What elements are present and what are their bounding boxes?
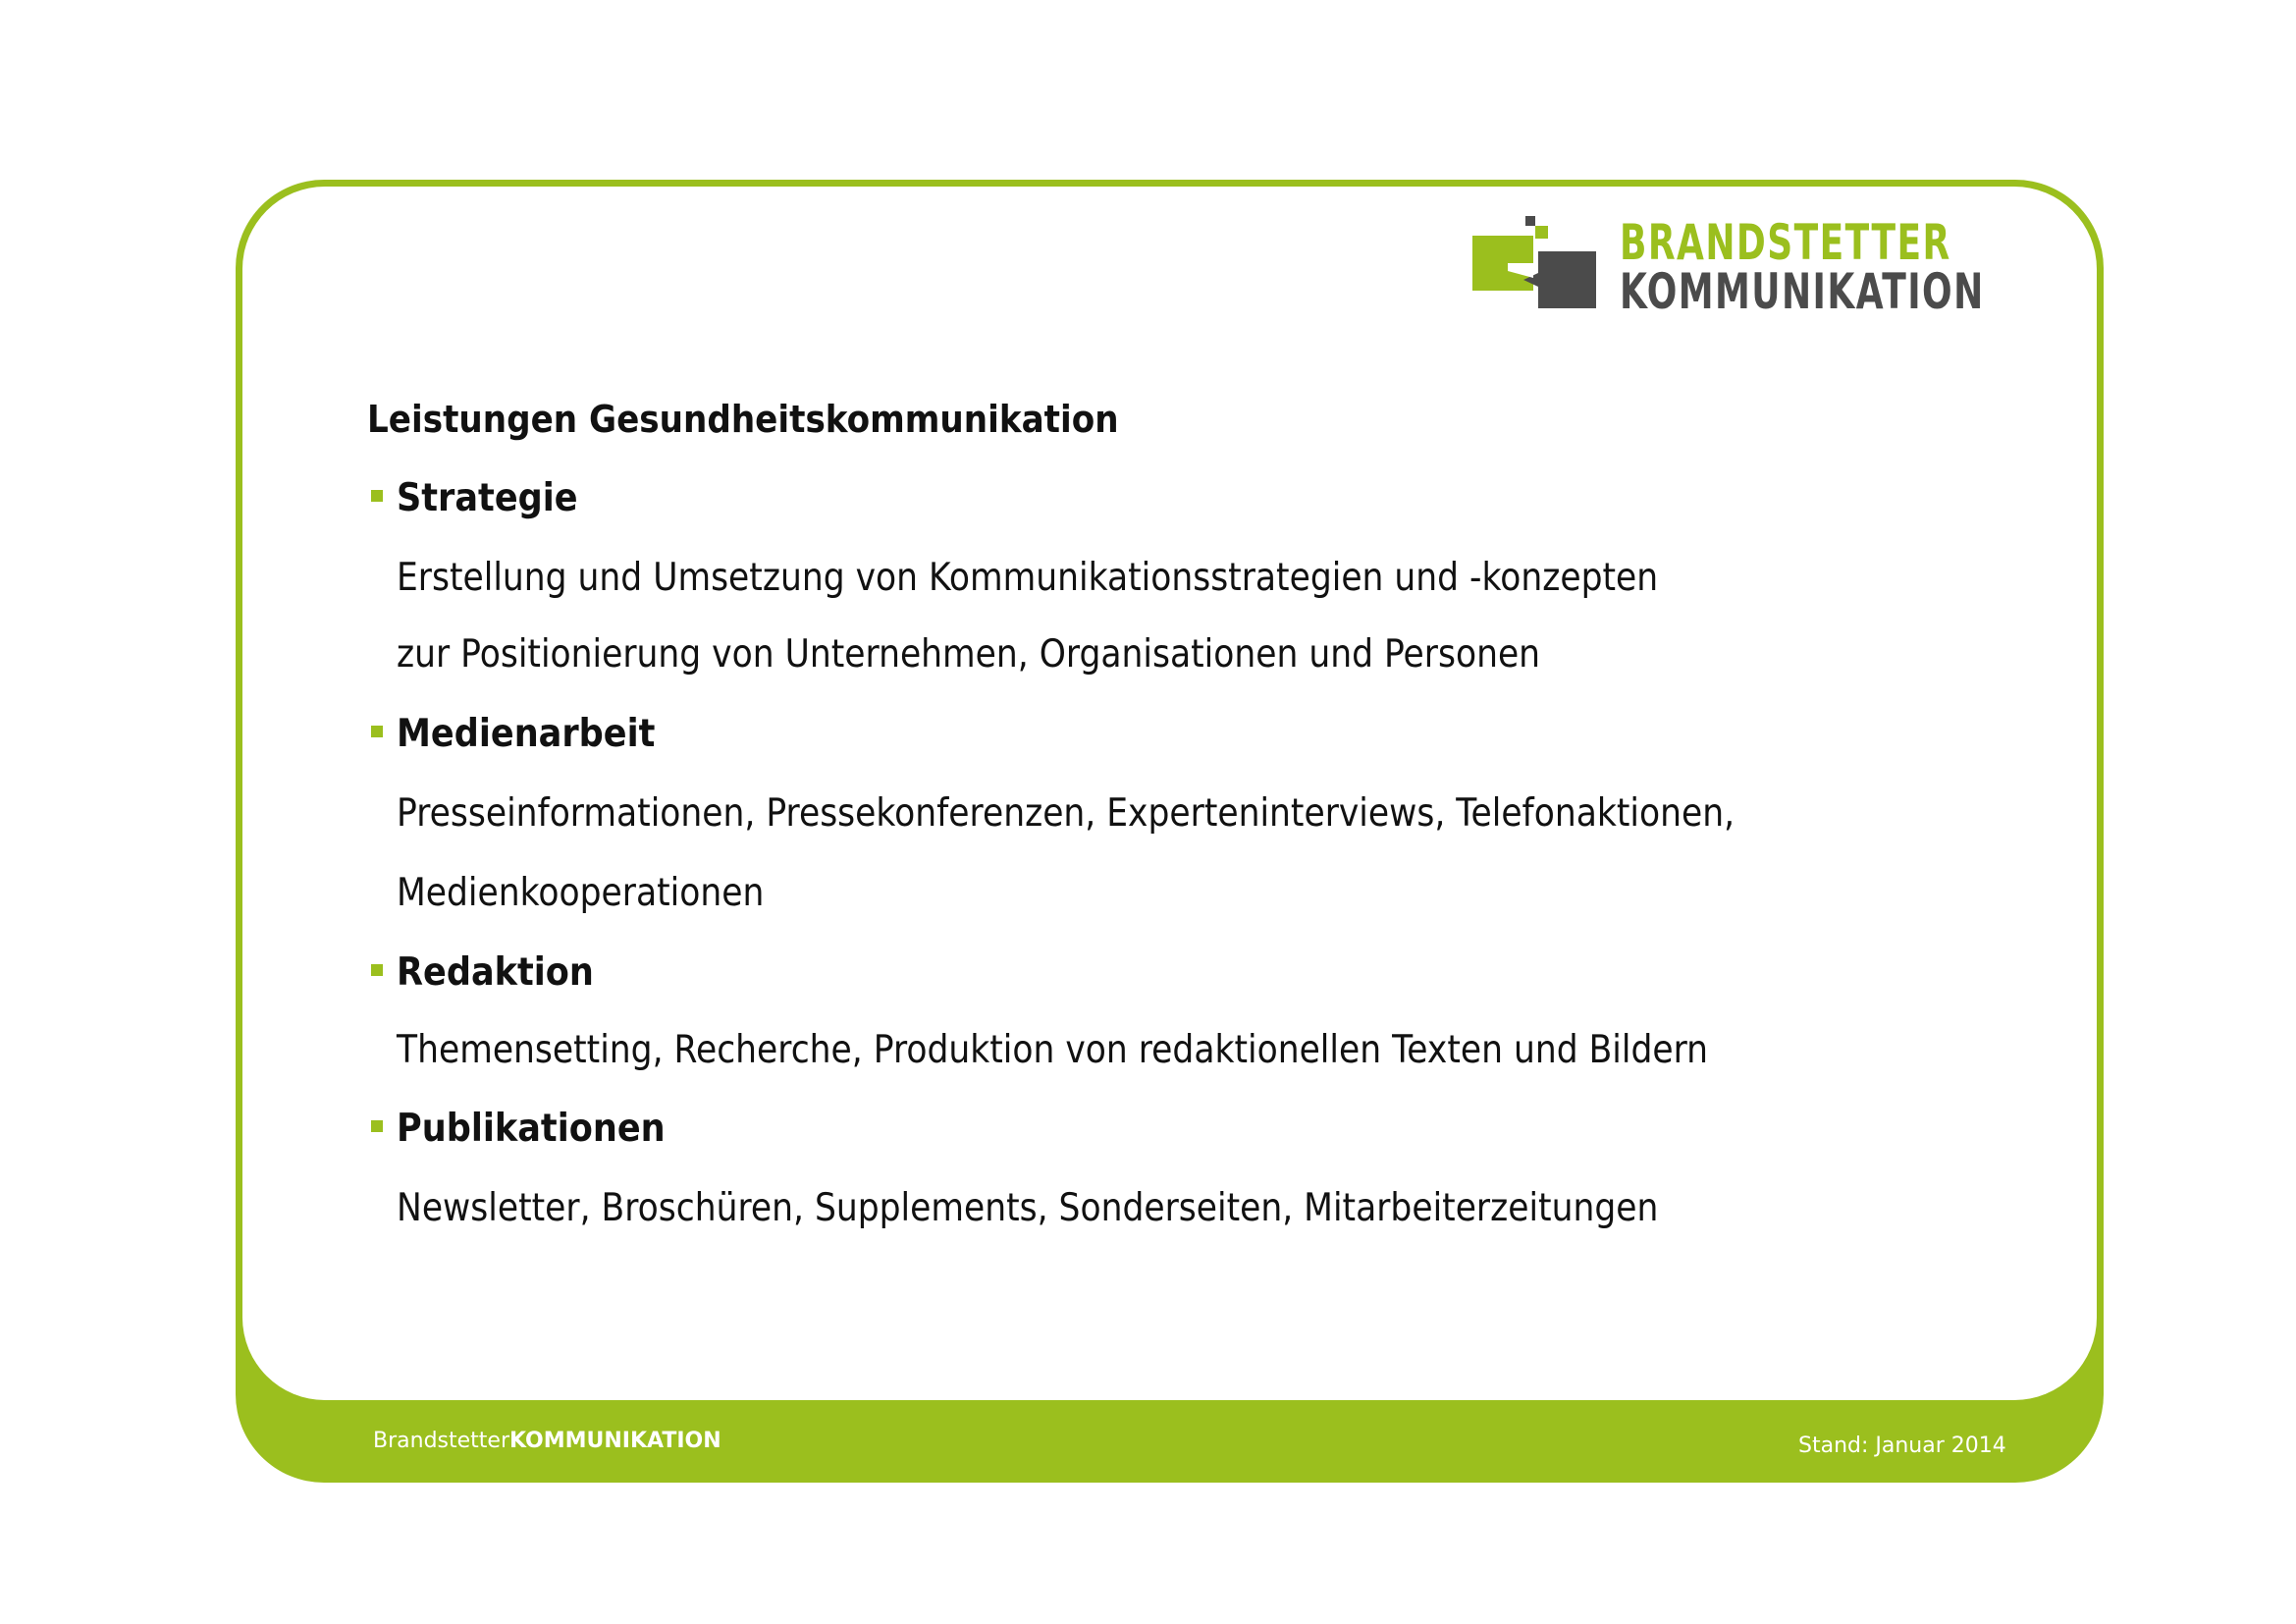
bullet-square-icon <box>371 964 383 976</box>
footer-brand <box>373 1429 721 1453</box>
logo-wordmark-line1: BRANDSTETTER <box>1620 214 1951 271</box>
section-text-line: Medienkooperationen <box>397 871 765 915</box>
section-title: Publikationen <box>397 1107 666 1151</box>
brandstetter-logo-icon <box>1472 214 1610 322</box>
section-text-line: Presseinformationen, Pressekonferenzen, Experteninterviews, Telefonaktionen, <box>397 791 1735 836</box>
logo-wordmark-line2: KOMMUNIKATION <box>1620 263 1985 320</box>
bullet-square-icon <box>371 1120 383 1132</box>
section-title: Strategie <box>397 476 578 520</box>
bullet-square-icon <box>371 490 383 502</box>
section-text-line: Newsletter, Broschüren, Supplements, Sonderseiten, Mitarbeiterzeitungen <box>397 1186 1659 1230</box>
footer-brand-bold: KOMMUNIKATION <box>508 1429 721 1453</box>
section-title: Medienarbeit <box>397 712 656 756</box>
footer-brand-regular: Brandstetter <box>373 1429 509 1453</box>
footer-date: Stand: Januar 2014 <box>1798 1434 2006 1458</box>
page-heading: Leistungen Gesundheitskommunikation <box>367 398 1119 441</box>
section-text-line: Erstellung und Umsetzung von Kommunikationsstrategien und -konzepten <box>397 556 1659 600</box>
section-text-line: zur Positionierung von Unternehmen, Organisationen und Personen <box>397 632 1541 677</box>
bullet-square-icon <box>371 726 383 737</box>
section-title: Redaktion <box>397 950 594 995</box>
brand-logo <box>1472 214 1985 322</box>
section-text-line: Themensetting, Recherche, Produktion von redaktionellen Texten und Bildern <box>397 1028 1709 1072</box>
